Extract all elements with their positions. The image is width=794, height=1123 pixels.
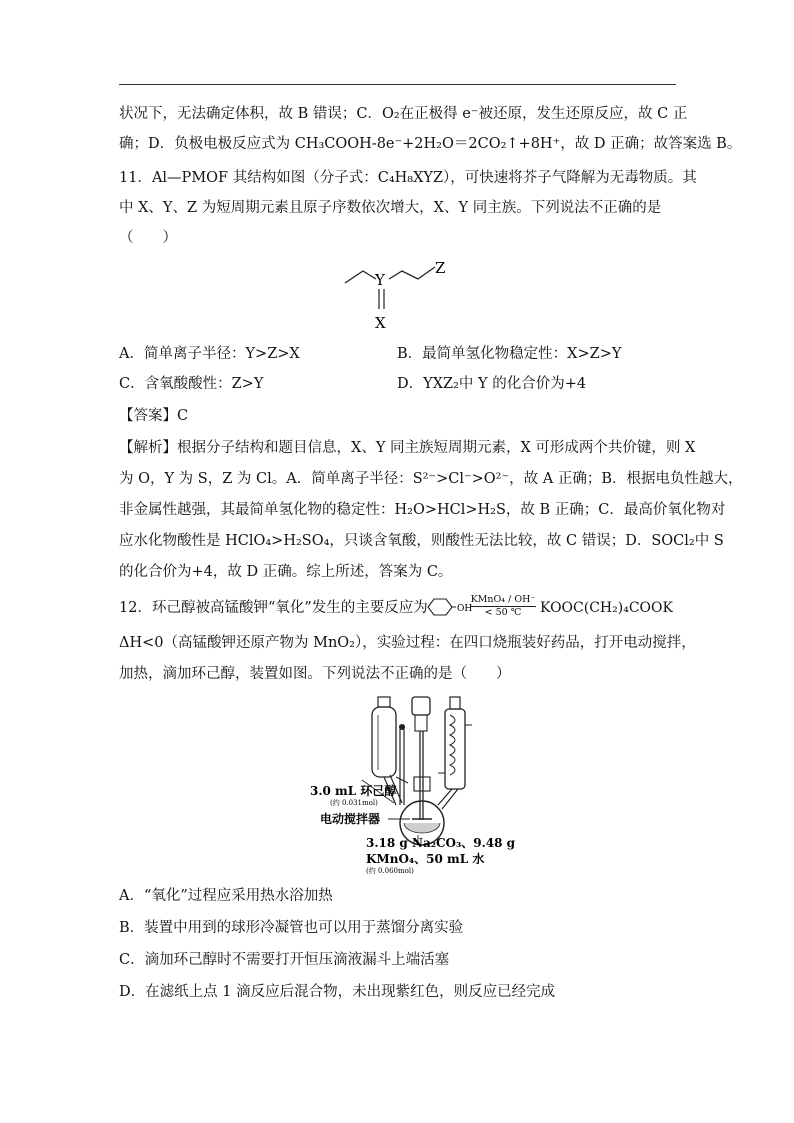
option-c: C．含氧酸酸性：Z>Y	[119, 376, 264, 392]
apparatus-diagram	[300, 695, 516, 875]
atom-y-label: Y	[375, 271, 385, 289]
option-d: D．YXZ₂中 Y 的化合价为+4	[397, 376, 587, 392]
option-a: A．简单离子半径：Y>Z>X	[119, 346, 300, 362]
reaction-condition-temperature: < 50 ℃	[484, 607, 522, 618]
question-11-stem: 中 X、Y、Z 为短周期元素且原子序数依次增大，X、Y 同主族。下列说法不正确的是	[119, 200, 662, 216]
question-12-intro: 12．环己醇被高锰酸钾“氧化”发生的主要反应为	[119, 600, 428, 616]
apparatus-label-cyclohexanol-note: (约 0.031mol)	[330, 799, 378, 807]
option-c: C．滴加环己醇时不需要打开恒压滴液漏斗上端活塞	[119, 952, 450, 968]
question-11-stem: 11．Al—PMOF 其结构如图（分子式：C₄H₈XYZ），可快速将芥子气降解为无毒物质。其	[119, 170, 697, 186]
atom-x-label: X	[375, 314, 386, 332]
question-11-blank: （ ）	[119, 230, 177, 246]
reaction-condition-reagents: KMnO₄ / OH⁻	[470, 594, 536, 605]
analysis-line: 【解析】根据分子结构和题目信息，X、Y 同主族短周期元素，X 可形成两个共价键，则 X	[119, 440, 696, 456]
apparatus-label-reagents: 3.18 g Na₂CO₃、9.48 g	[366, 836, 516, 850]
cyclohexanol-diagram	[424, 594, 473, 620]
question-12-stem: 加热，滴加环己醇，装置如图。下列说法不正确的是（ ）	[119, 666, 511, 682]
text-line: 状况下，无法确定体积，故 B 错误；C．O₂在正极得 e⁻被还原，发生还原反应，故 C 正	[119, 106, 688, 122]
option-b: B．最简单氢化物稳定性：X>Z>Y	[397, 346, 622, 362]
analysis-line: 应水化物酸性是 HClO₄>H₂SO₄，只谈含氧酸，则酸性无法比较，故 C 错误；D．SOCl₂中 S	[119, 533, 724, 549]
molecule-structure-diagram	[340, 255, 460, 335]
analysis-line: 非金属性越强，其最简单氢化物的稳定性：H₂O>HCl>H₂S，故 B 正确；C．最高价氧化物对	[119, 502, 726, 518]
hydroxyl-label: OH	[457, 604, 473, 614]
option-b: B．装置中用到的球形冷凝管也可以用于蒸馏分离实验	[119, 920, 464, 936]
apparatus-label-stirrer: 电动搅拌器	[320, 812, 381, 826]
answer-label: 【答案】C	[119, 408, 189, 424]
option-d: D．在滤纸上点 1 滴反应后混合物，未出现紫红色，则反应已经完成	[119, 984, 556, 1000]
reaction-condition	[470, 594, 536, 618]
header-rule	[119, 84, 676, 85]
reaction-product: KOOC(CH₂)₄COOK	[540, 600, 673, 616]
text-line: 确；D．负极电极反应式为 CH₃COOH-8e⁻+2H₂O＝2CO₂↑+8H⁺，故 D 正确；故答案选 B。	[119, 136, 742, 152]
atom-z-label: Z	[435, 259, 446, 277]
analysis-line: 为 O，Y 为 S，Z 为 Cl。A．简单离子半径：S²⁻>Cl⁻>O²⁻，故 A 正确；B．根据电负性越大，	[119, 471, 743, 487]
apparatus-label-reagents: KMnO₄、50 mL 水	[366, 852, 485, 866]
analysis-line: 的化合价为+4，故 D 正确。综上所述，答案为 C。	[119, 564, 453, 580]
apparatus-label-reagents-note: (约 0.060mol)	[366, 867, 414, 875]
question-12-stem: ΔH<0（高锰酸钾还原产物为 MnO₂），实验过程：在四口烧瓶装好药品，打开电动搅拌，	[119, 635, 696, 651]
option-a: A．“氧化”过程应采用热水浴加热	[119, 888, 333, 904]
apparatus-label-cyclohexanol: 3.0 mL 环己醇	[310, 784, 397, 798]
